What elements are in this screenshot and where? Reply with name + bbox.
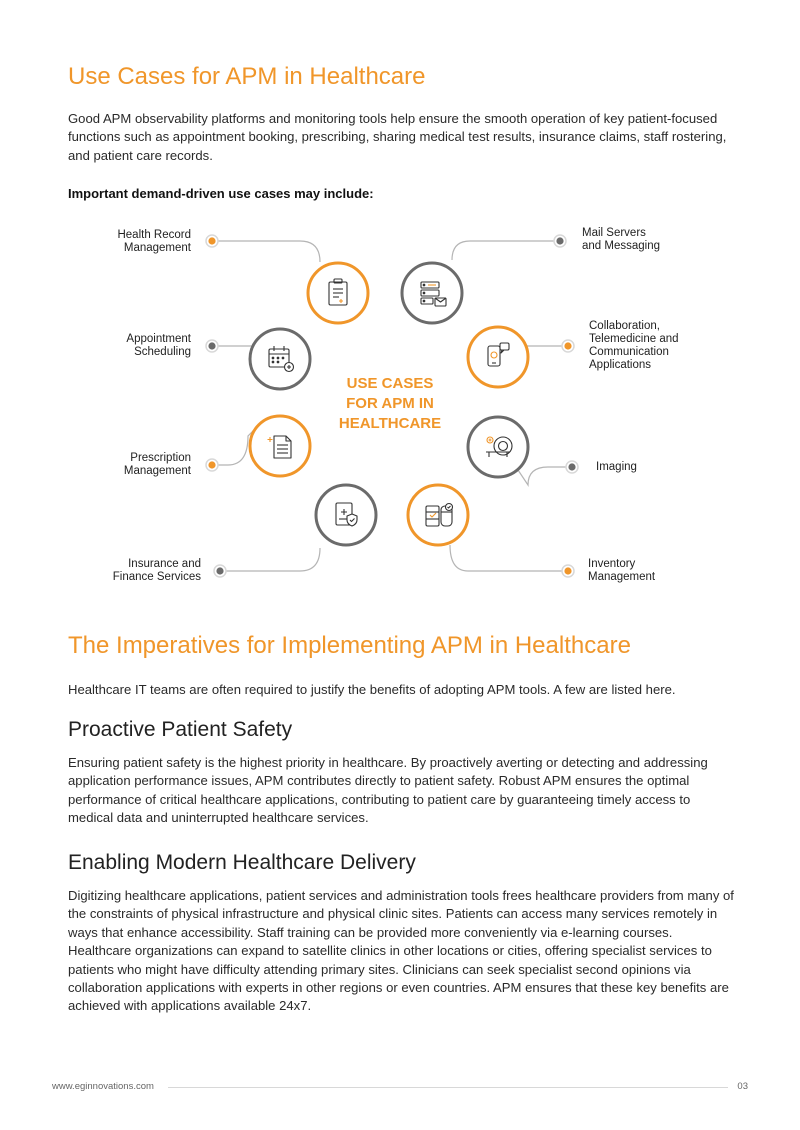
label-appointment: Appointment Scheduling [126,333,191,358]
connector-insurance [220,548,320,571]
connector-health-record [212,241,320,262]
section-title-imperatives: The Imperatives for Implementing APM in Healthcare [68,632,631,659]
section-title-use-cases: Use Cases for APM in Healthcare [68,63,426,90]
subheading-patient-safety: Proactive Patient Safety [68,718,293,741]
circle-inventory [408,485,468,545]
label-health-record: Health Record Management [117,229,191,254]
footer-url: www.eginnovations.com [52,1081,154,1092]
healthcare-delivery-text: Digitizing healthcare applications, patient services and administration tools frees healthcare providers from many of the constraints of physical infrastructure and physical clinic sites. Patients can access many services remotely in ways that enhance accessibility. Staff training can be provided more conveniently via e-learning courses. Healthcare organizations can expand to satellite clinics in other locations or cities, offering specialist services to patients who might have difficulty attending primary sites. Clinicians can seek specialist second opinions via collaboration applications with experts in other regions or even countries. APM ensures that these key benefits are achieved with applications available 24x7. [68,888,734,1014]
patient-safety-text: Ensuring patient safety is the highest priority in healthcare. By proactively averting or detecting and addressing application performance issues, APM contributes directly to patient safety. Robust APM ensures the optimal performance of critical healthcare applications, contributing to patient care by guaranteeing timely access to medical data and uninterrupted healthcare services. [68,755,708,826]
connector-imaging [518,467,572,485]
label-inventory: Inventory Management [588,558,656,583]
circle-mail [402,263,462,323]
circle-appointment [250,329,310,389]
imperatives-intro: Healthcare IT teams are often required to justify the benefits of adopting APM tools. A few are listed here. [68,682,676,697]
circle-collaboration [468,327,528,387]
footer-divider [168,1087,728,1088]
page-number: 03 [737,1081,748,1092]
label-imaging: Imaging [596,461,637,473]
center-title-line-1: USE CASES [346,375,434,392]
connector-mail [452,241,560,260]
center-title-line-2: FOR APM IN [346,395,434,412]
use-cases-subheading: Important demand-driven use cases may include: [68,186,374,201]
connector-inventory [450,545,568,571]
circle-insurance [316,485,376,545]
label-collaboration: Collaboration, Telemedicine and Communication Applications [589,320,679,371]
circle-prescription [250,416,310,476]
label-mail: Mail Servers and Messaging [582,227,660,252]
use-cases-intro: Good APM observability platforms and monitoring tools help ensure the smooth operation of key patient-focused functions such as appointment booking, prescribing, sharing medical test results, insurance claims, staff rostering, and patient care records. [68,111,727,163]
center-title-line-3: HEALTHCARE [338,415,442,432]
circle-imaging [468,417,528,477]
label-prescription: Prescription Management [123,452,191,477]
subheading-healthcare-delivery: Enabling Modern Healthcare Delivery [68,851,416,874]
label-insurance: Insurance and Finance Services [112,558,201,583]
